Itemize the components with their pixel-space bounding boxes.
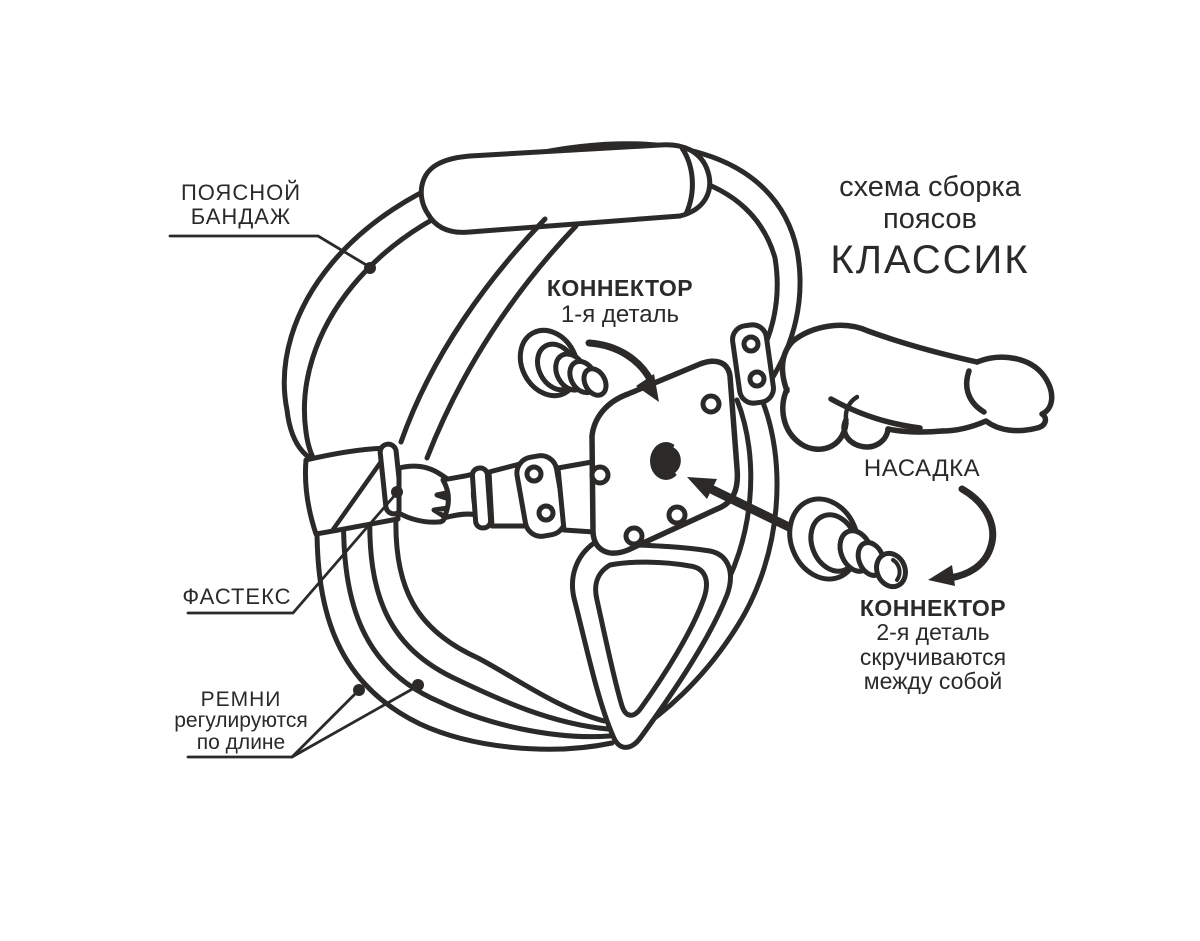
label-fastex: ФАСТЕКС [182, 584, 292, 609]
fastex-buckle-drawing [305, 443, 594, 539]
label-waist-band [158, 181, 324, 229]
waist-band-line2: БАНДАЖ [190, 203, 292, 229]
title-line1: схема сборка [839, 171, 1021, 203]
label-connector2 [840, 596, 1026, 694]
connector2-drawing [778, 489, 910, 591]
straps-line3: по длине [196, 730, 286, 754]
leader-waist-band [170, 236, 376, 274]
connector1-detail: 1-я деталь [560, 300, 680, 328]
waist-pad [421, 145, 709, 233]
connector2-name: КОННЕКТОР [859, 595, 1007, 621]
arrow-attachment [928, 489, 993, 586]
title-line2: поясов [883, 202, 977, 235]
waist-band-line1: ПОЯСНОЙ [180, 180, 302, 205]
connector1-drawing [509, 320, 610, 405]
title-line3: КЛАССИК [830, 237, 1030, 282]
straps-line2: регулируются [174, 709, 308, 733]
label-connector1 [538, 276, 702, 329]
diagram-title [798, 172, 1062, 282]
dildo-attachment-drawing [782, 325, 1051, 449]
label-straps [160, 689, 322, 753]
connector2-detail: 2-я деталь [876, 619, 990, 646]
connector2-note1: скручиваются [859, 643, 1007, 670]
connector2-note2: между собой [863, 668, 1003, 695]
label-attachment: НАСАДКА [863, 455, 981, 482]
connector1-name: КОННЕКТОР [546, 275, 694, 301]
straps-line1: РЕМНИ [200, 688, 282, 711]
